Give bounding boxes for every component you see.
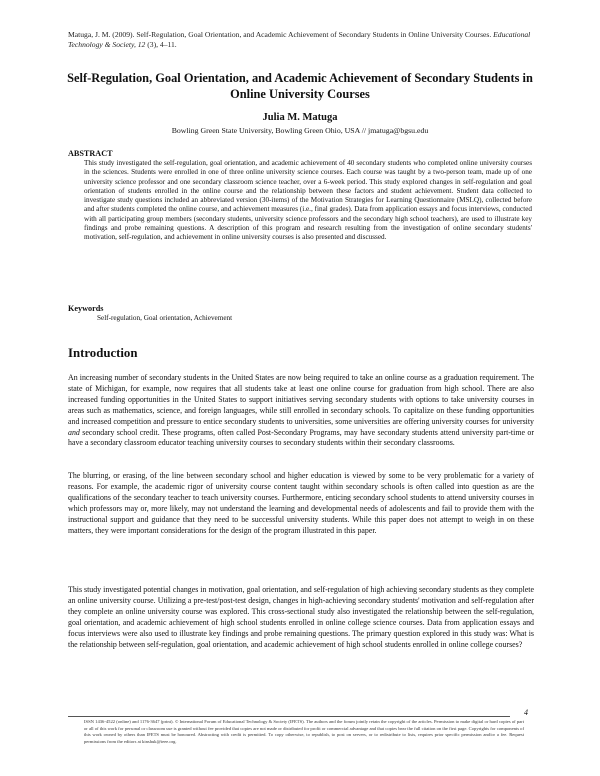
page-number: 4: [524, 708, 528, 717]
intro-paragraph-3: This study investigated potential changes in motivation, goal orientation, and self-regulation of high achieving secondary students as they complete an online university course. Utilizing a pre-test/post-test design, changes in high-achieving secondary students' motivation and self-regulation after they complete an online university course was explored. This cross-sectional study also investigated the relationship between the self-regulation, goal orientation, and academic achievement of high school students enrolled in online college science courses. Data from application essays and focus interviews were also used to illustrate key findings and probe remaining questions. The primary question explored in this study was: What is the relationship between self-regulation, goal orientation, and academic achievement of high school students enrolled in online college courses?: [68, 585, 534, 649]
keywords-text: Self-regulation, Goal orientation, Achievement: [97, 314, 233, 322]
copyright-footer: ISSN 1436-4522 (online) and 1176-3647 (print). © International Forum of Educational Technology & Society (IFETS). The authors and the forum jointly retain the copyright of the articles. Permission to make digital or hard copies of part or all of this work for personal or classroom use is granted without fee provided that copies are not made or distributed for profit or commercial advantage and that copies bear the full citation on the first page. Copyrights for components of this work owned by others than IFETS must be honoured. Abstracting with credit is permitted. To copy otherwise, to republish, to post on servers, or to redistribute to lists, requires prior specific permission and/or a fee. Request permissions from the editors at kinshuk@ieee.org.: [84, 719, 524, 744]
paper-title: Self-Regulation, Goal Orientation, and Academic Achievement of Secondary Students in Online University Courses: [67, 71, 533, 101]
author-name: Julia M. Matuga: [262, 112, 338, 123]
keywords-heading: Keywords: [68, 304, 104, 313]
intro-p1-start: An increasing number of secondary students in the United States are now being required to take an online course as a graduation requirement. The state of Michigan, for example, now requires that all students take at least one online course for graduation from high school. There are also increased funding opportunities in the United States to support initiatives serving secondary students with options to take university courses in areas such as mathematics, science, and foreign languages, while still enrolled in secondary schools. To capitalize on these funding opportunities and increased competition and pressure to entice secondary students to universities, some universities are offering university courses for university: [68, 373, 534, 426]
abstract-text: This study investigated the self-regulation, goal orientation, and academic achievement of 40 secondary students who completed online university courses in the sciences. Students were enrolled in one of three online university science courses. Each course was taught by a two-person team, made up of one university science professor and one secondary classroom science teacher, over a 6-week period. This study explored changes in self-regulation and goal orientation of students enrolled in the online course and the relationship between these factors and student achievement. Student data collected to investigate study questions included an abbreviated version (30-items) of the Motivation Strategies for Learning Questionnaire (MSLQ), collected before and after students completed the online course, and achievement measures (i.e., final grades). Data from application essays and focus interviews, conducted with all participating group members (secondary students, university science professors and the secondary high school teachers), are used to illustrate key findings and probe remaining questions. A description of this program and research resulting from the investigation of online secondary students' motivation, self-regulation, and achievement in online university courses is also presented and discussed.: [84, 159, 532, 242]
citation-prefix: Matuga, J. M. (2009). Self-Regulation, Goal Orientation, and Academic Achievement of Secondary Students in Online University Courses.: [68, 30, 494, 39]
abstract-heading: ABSTRACT: [68, 149, 113, 158]
author-affiliation: Bowling Green State University, Bowling Green Ohio, USA // jmatuga@bgsu.edu: [171, 126, 429, 135]
footer-divider: [68, 716, 510, 717]
intro-paragraph-1: [68, 373, 534, 449]
intro-p1-end: secondary school credit. These programs, often called Post-Secondary Programs, may have secondary students attend university part-time or have a secondary classroom educator teaching university courses to secondary students within their secondary classrooms.: [68, 427, 534, 448]
citation-journal: Educational Technology & Society, 12: [68, 30, 531, 49]
introduction-heading: Introduction: [68, 346, 138, 360]
citation-suffix: (3), 4–11.: [145, 40, 177, 49]
intro-p1-and: and: [68, 427, 80, 437]
citation-header: [68, 30, 538, 50]
intro-paragraph-2: The blurring, or erasing, of the line between secondary school and higher education is viewed by some to be very problematic for a variety of reasons. For example, the academic rigor of university course content taught within secondary schools is often called into question as are the qualifications of the secondary teacher to teach university courses. Furthermore, enticing secondary school students to attend university courses in which professors may or, more likely, may not understand the learning and developmental needs of adolescents and fail to provide them with the instructional support and guidance that they need to be successful university students. While this paper does not attempt to weigh in on these matters, they were important considerations for the design of the program illustrated in this paper.: [68, 471, 534, 535]
